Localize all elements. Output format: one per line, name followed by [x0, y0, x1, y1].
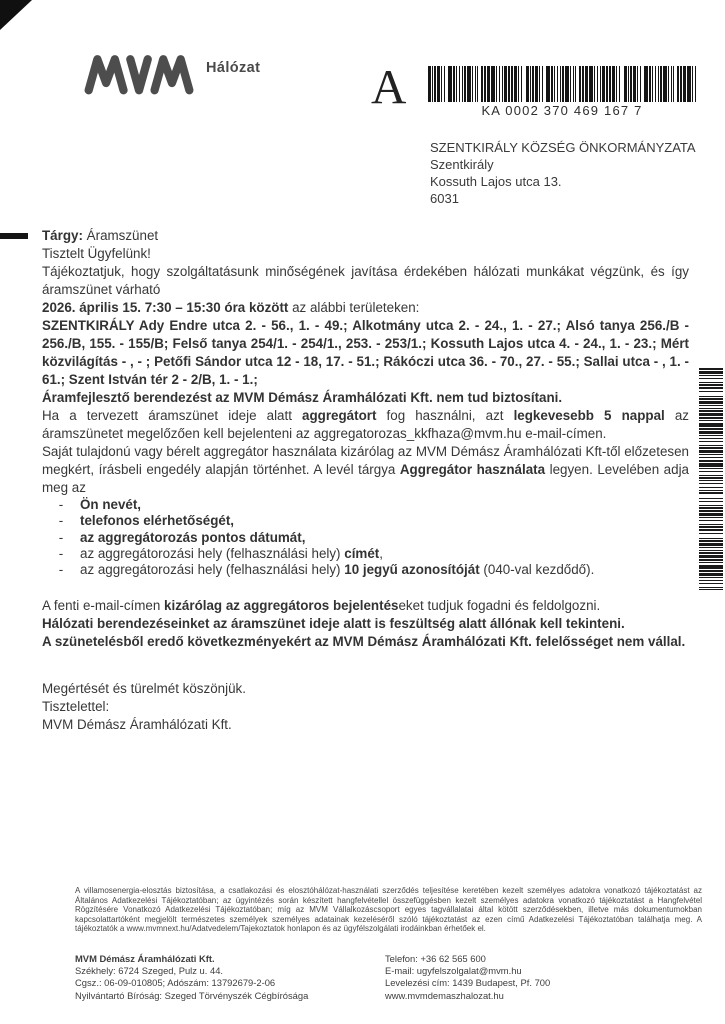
- mvm-logo: [84, 52, 261, 98]
- list-item: - Ön nevét,: [42, 497, 689, 513]
- footer-registration: Cgsz.: 06-09-010805; Adószám: 13792679-2-06: [75, 977, 276, 989]
- subject-value: Áramszünet: [86, 228, 159, 243]
- recipient-name: SZENTKIRÁLY KÖZSÉG ÖNKORMÁNYZATA: [430, 140, 696, 155]
- warning-liability: A szünetelésből eredő következményekért az MVM Démász Áramhálózati Kft. felelősséget nem vállal.: [42, 634, 686, 650]
- salutation: Tisztelt Ügyfelünk!: [42, 246, 151, 261]
- footer-address: Székhely: 6724 Szeged, Pulz u. 44.: [75, 965, 224, 977]
- affected-areas: SZENTKIRÁLY Ady Endre utca 2. - 56., 1. - 49.; Alkotmány utca 2. - 24., 1. - 27.; Alsó tanya 256./B - 256./B, 155. - 155/B; Felső tanya 254/1. - 254/1., 253. - 253/1.; Kossuth Lajos utca 4. - 24., 1. - 23.; Mért közvilágítás - , - ; Petőfi Sándor utca 12 - 18, 17. - 51.; Rákóczi utca 36. - 70., 27. - 55.; Sallai utca - , 1. - 61.; Szent István tér 2 - 2/B, 1. - 1.;: [42, 318, 689, 387]
- postal-barcode: [428, 66, 696, 118]
- list-item: - telefonos elérhetőségét,: [42, 513, 689, 529]
- bullet-dash: -: [58, 562, 64, 578]
- generator-notice: Áramfejlesztő berendezést az MVM Démász Áramhálózati Kft. nem tud biztosítani.: [42, 390, 563, 405]
- signature-company: MVM Démász Áramhálózati Kft.: [42, 717, 232, 733]
- bullet-dash: -: [58, 497, 64, 512]
- outage-datetime: 2026. április 15. 7:30 – 15:30 óra között: [42, 300, 289, 315]
- email-note-paragraph: A fenti e-mail-címen kizárólag az aggregátoros bejelentéseket tudjuk fogadni és feldolgozni.: [42, 598, 601, 614]
- letter-footer: [75, 953, 695, 1002]
- recipient-zip: 6031: [430, 191, 459, 206]
- footer-company-name: MVM Démász Áramhálózati Kft.: [75, 953, 215, 964]
- aggregator-text-2: fog használni, azt: [376, 408, 514, 423]
- recipient-street: Kossuth Lajos utca 13.: [430, 174, 562, 189]
- bullet-dash: -: [58, 545, 64, 561]
- permission-bold: Aggregátor használata: [399, 462, 546, 477]
- footer-website: www.mvmdemaszhalozat.hu: [385, 989, 504, 1001]
- bullet-dash: -: [58, 529, 64, 545]
- closing-line: Tisztelettel:: [42, 699, 110, 715]
- footer-phone: Telefon: +36 62 565 600: [385, 953, 486, 964]
- footer-company-block: [75, 953, 385, 1002]
- footer-postal: Levelezési cím: 1439 Budapest, Pf. 700: [385, 977, 551, 989]
- list-item: - az aggregátorozási hely (felhasználási hely) címét,: [42, 546, 689, 562]
- subject-label: Tárgy:: [42, 228, 83, 243]
- permission-text: Saját tulajdonú vagy bérelt aggregátor használata kizárólag az MVM Démász Áramhálózati Kft-től előzetesen megkért, írásbeli engedély alapján történhet. A levél tárgya: [42, 444, 689, 477]
- logo-suffix: Hálózat: [206, 60, 261, 76]
- aggregator-paragraph: [42, 407, 689, 443]
- barcode-text: KA 0002 370 469 167 7: [481, 103, 643, 118]
- footer-court: Nyilvántartó Bíróság: Szeged Törvényszék Cégbírósága: [75, 989, 309, 1001]
- vertical-barcode-image: [699, 368, 723, 590]
- privacy-notice: A villamosenergia-elosztás biztosítása, a csatlakozási és elosztóhálózat-használati szerződés teljesítése keretében kezelt személyes adatokra vonatkozó tájékoztatást az Általános Adatkezelési Tájékoztatóban; az ügyintézés során készített hangfelvétellel összefüggésben kezelt személyes adatokra vonatkozó tájékoztatást a Hangfelvétel Rögzítésére Vonatkozó Adatkezelési Tájékoztatóban; míg az MVM Vállalkozáscsoport egyes tagvállalatai által kötött szerződésekben, illetve más dokumentumokban kapcsolattartóként megjelölt természetes személyek személyes adatainak kezeléséről szóló tájékoztatást az ezen című Adatkezelési Tájékoztatóban találhatja meg. A tájékoztatók a www.mvmnext.hu/Adatvedelem/Tajekoztatok honlapon és az ügyfélszolgálati irodáinkban érhetőek el.: [75, 886, 702, 934]
- list-item: - az aggregátorozás pontos dátumát,: [42, 530, 689, 546]
- bullet-dash: -: [58, 513, 64, 529]
- barcode-image: [428, 66, 696, 102]
- letter-body: [42, 227, 689, 734]
- aggregator-bold-1: aggregátort: [302, 408, 377, 423]
- thanks-line: Megértését és türelmét köszönjük.: [42, 681, 246, 697]
- subject-line: [42, 227, 689, 245]
- list-item: - az aggregátorozási hely (felhasználási hely) 10 jegyű azonosítóját (040-val kezdődő).: [42, 562, 689, 578]
- outage-schedule-rest: az alábbi területeken:: [288, 300, 420, 315]
- aggregator-bold-2: legkevesebb 5 nappal: [513, 408, 665, 423]
- requirements-list: [42, 497, 689, 578]
- margin-fold-mark: [0, 233, 28, 239]
- postal-sort-letter: A: [371, 59, 407, 114]
- aggregator-text: Ha a tervezett áramszünet ideje alatt: [42, 408, 303, 423]
- footer-contact-block: [385, 953, 550, 1002]
- outage-schedule: [42, 299, 689, 317]
- aggregator-text-3: az áramszünetet megelőzően kell bejelenteni az aggregatorozas_kkfhaza@mvm.hu e-mail-címen.: [42, 408, 689, 441]
- intro-paragraph: Tájékoztatjuk, hogy szolgáltatásunk minőségének javítása érdekében hálózati munkákat végzünk, és így áramszünet várható: [42, 264, 689, 297]
- permission-text-2: legyen. Levelében adja meg az: [42, 462, 689, 495]
- scan-corner-artifact: [0, 0, 32, 30]
- permission-paragraph: [42, 443, 689, 497]
- footer-email: E-mail: ugyfelszolgalat@mvm.hu: [385, 965, 522, 977]
- mvm-logo-icon: [84, 52, 196, 98]
- warning-block: [42, 615, 689, 651]
- recipient-city: Szentkirály: [430, 157, 494, 172]
- recipient-address: [430, 139, 696, 207]
- warning-voltage: Hálózati berendezéseinket az áramszünet ideje alatt is feszültség alatt állónak kell tekinteni.: [42, 616, 625, 632]
